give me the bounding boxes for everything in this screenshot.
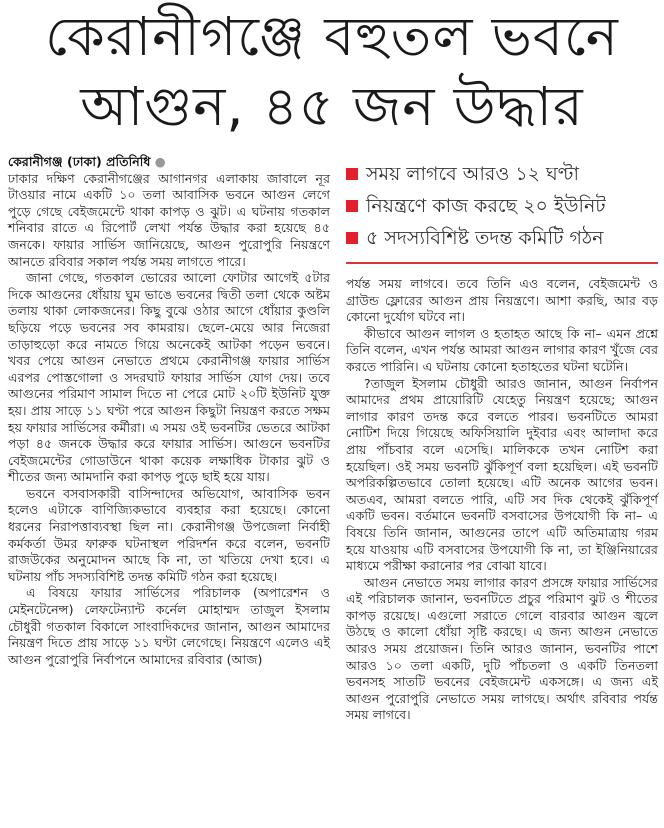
- red-square-bullet-icon: [346, 232, 358, 244]
- paragraph: এ বিষয়ে ফায়ার সার্ভিসের পরিচালক (অপারেশন ও মেইনটেনেন্স) লেফটেন্যান্ট কর্নেল মোহাম্মদ তাজুল ইসলাম চৌধুরী গতকাল বিকালে সাংবাদিকদের জানান, আগুন আমাদের নিয়ন্ত্রণ দিতে প্রায় সাড়ে ১১ ঘণ্টা লেগেছে। নিয়ন্ত্রণে এলেও এই আগুন পুরোপুরি নির্বাপনে আমাদের রবিবার (আজ): [8, 585, 330, 667]
- paragraph: ?তাজুল ইসলাম চৌধুরী আরও জানান, আগুন নির্বাপন আমাদের প্রথম প্রায়োরিটি যেহেতু নিয়ন্ত্রণ হয়েছে; আগুন লাগার কারণ তদন্ত করে বলতে পারব। ভবনটিতে আমরা নোটিশ দিয়ে গিয়েছে অফিসিয়ালি দুইবার এবং আলাদা করে প্রায় পাঁচবার বলে এসেছি। মালিককে তখন নোটিশ করা হয়েছিল। ওই সময় ভবনটি ঝুঁকিপূর্ণ বলা হয়েছিল। এই ভবনটি অপরিকল্পিতভাবে তোলা হয়েছে। এটি অনেক আগের ভবন। অতএব, আমরা বলতে পারি, এটি সব দিক থেকেই ঝুঁকিপূর্ণ একটি ভবন। বর্তমানে ভবনটি বসবাসের উপযোগী কি না– এ বিষয়ে তিনি জানান, আগুনের তাপে এটি অতিমাত্রায় গরম হয়ে যাওয়ায় এটি বসবাসের উপযোগী কি না, তা ইঞ্জিনিয়ারের মাধ্যমে পরীক্ষা করানোর পর বোঝা যাবে।: [346, 375, 658, 574]
- highlight-item: [346, 158, 658, 190]
- headline-line-2: আগুন, ৪৫ জন উদ্ধার: [80, 75, 584, 138]
- paragraph: ঢাকার দক্ষিণ কেরানীগঞ্জের আগানগর এলাকায় জাবালে নূর টাওয়ার নামে একটি ১০ তলা আবাসিক ভবনে আগুন লেগে পুড়ে গেছে বেইজমেন্টে থাকা কাপড় ও ঝুট। এ ঘটনায় গতকাল শনিবার রাতে এ রিপোর্ট লেখা পর্যন্ত উদ্ধার করা হয়েছে ৪৫ জনকে। ফায়ার সার্ভিস জানিয়েছে, আগুন পুরোপুরি নিয়ন্ত্রণে আনতে রবিবার সকাল পর্যন্ত সময় লাগতে পারে।: [8, 170, 330, 269]
- paragraph: জানা গেছে, গতকাল ভোরের আলো ফোটার আগেই ৫টার দিকে আগুনের ধোঁয়ায় ঘুম ভাঙে ভবনের দ্বিতী তলা থেকে অষ্টম তলায় থাকা লোকজনের। কিছু বুঝে ওঠার আগে ধোঁয়ার কুণ্ডলি ছড়িয়ে পড়ে ভবনের সব কামরায়। ছেলে-মেয়ে আর নিজেরা তাড়াহুড়ো করে নামতে গিয়ে অনেকেই আটকা পড়েন ভবনে। খবর পেয়ে আগুন নেভাতে প্রথমে কেরানীগঞ্জ ফায়ার সার্ভিস এরপর পোস্তগোলা ও সদরঘাট ফায়ার সার্ভিস যোগ দেয়। তবে আগুনের পরিমাণ সামাল দিতে না পেরে মোট ২০টি ইউনিট যুক্ত হয়। প্রায় সাড়ে ১১ ঘণ্টা পরে আগুন কিছুটা নিয়ন্ত্রণ করতে সক্ষম হয় ফায়ার সার্ভিসের কর্মীরা। এ সময় ওই ভবনটির ভেতরে আটকা পড়া ৪৫ জনকে উদ্ধার করে ফায়ার সার্ভিস। আগুনে ভবনটির বেইজমেন্টের গোডাউনে থাকা কয়েক লক্ষাধিক টাকার ঝুট ও শীতের জন্য আমদানি করা কাপড় পুড়ে ছাই হয়ে যায়।: [8, 270, 330, 485]
- headline: [0, 2, 664, 142]
- highlight-text: নিয়ন্ত্রণে কাজ করছে ২০ ইউনিট: [366, 195, 606, 217]
- paragraph: কীভাবে আগুন লাগল ও হতাহত আছে কি না– এমন প্রশ্নে তিনি বলেন, এখন পর্যন্ত আমরা আগুন লাগার কারণ খুঁজে বের করতে পারিনি। এ ঘটনায় কোনো হতাহতের ঘটনা ঘটেনি।: [346, 325, 658, 374]
- paragraph: পর্যন্ত সময় লাগবে। তবে তিনি এও বলেন, বেইজমেন্ট ও গ্রাউন্ড ফ্লোরের আগুন প্রায় নিয়ন্ত্রণে। আশা করছি, আর বড় কোনো দুর্যোগ ঘটবে না।: [346, 276, 658, 325]
- headline-line-1: কেরানীগঞ্জে বহুতল ভবনে: [45, 5, 619, 68]
- highlight-item: [346, 190, 658, 222]
- dateline-text: কেরানীগঞ্জ (ঢাকা) প্রতিনিধি: [8, 154, 151, 169]
- red-square-bullet-icon: [346, 200, 358, 212]
- red-square-bullet-icon: [346, 168, 358, 180]
- paragraph: ভবনে বসবাসকারী বাসিন্দাদের অভিযোগ, আবাসিক ভবন হলেও এটাকে বাণিজ্যিকভাবে ব্যবহার করা হয়েছে। কোনো ধরনের নিরাপত্তাব্যবস্থা ছিল না। কেরানীগঞ্জ উপজেলা নির্বাহী কর্মকর্তা উমর ফারুক ঘটনাস্থল পরিদর্শন করে বলেন, ভবনটি রাজউকের অনুমোদন আছে কি না, তা খতিয়ে দেখা হবে। এ ঘটনায় পাঁচ সদস্যবিশিষ্ট তদন্ত কমিটি গঠন করা হয়েছে।: [8, 485, 330, 584]
- dateline: [8, 154, 330, 171]
- highlight-text: সময় লাগবে আরও ১২ ঘণ্টা: [366, 163, 580, 185]
- right-column: [346, 154, 658, 724]
- highlight-text: ৫ সদস্যবিশিষ্ট তদন্ত কমিটি গঠন: [366, 227, 604, 249]
- highlights-box: [346, 154, 658, 264]
- left-column: [8, 154, 330, 668]
- paragraph: আগুন নেভাতে সময় লাগার কারণ প্রসঙ্গে ফায়ার সার্ভিসের এই পরিচালক জানান, ভবনটিতে প্রচুর পরিমাণ ঝুট ও শীতের কাপড় রয়েছে। এগুলো সরাতে গেলে বারবার আগুন জ্বলে উঠছে ও কালো ধোঁয়া সৃষ্টি করছে। এ জন্য আগুন নেভাতে আরও সময় প্রয়োজন। তিনি আরও জানান, ভবনটির পাশে আরও ১০ তলা একটি, দুটি পাঁচতলা ও একটি তিনতলা ভবনসহ সাতটি ভবনের বেইজমেন্ট একসঙ্গে। এ জন্য এই আগুন পুরোপুরি নেভাতে সময় লাগছে। অর্থাৎ রবিবার পর্যন্ত সময় লাগবে।: [346, 574, 658, 723]
- highlight-item: [346, 222, 658, 254]
- bullet-dot-icon: ●: [154, 154, 166, 169]
